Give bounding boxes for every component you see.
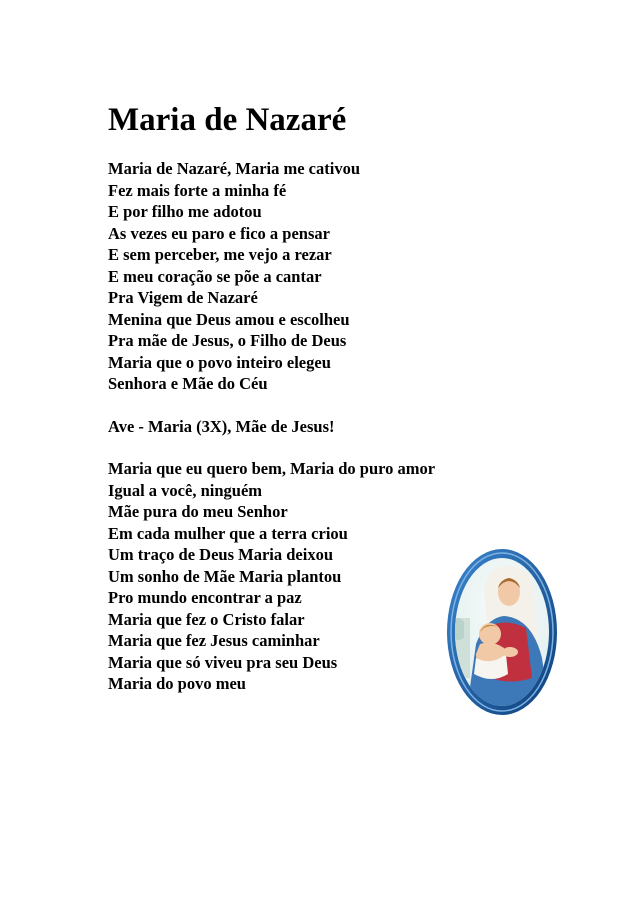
lyric-line: Um sonho de Mãe Maria plantou [108, 566, 342, 586]
lyric-line: As vezes eu paro e fico a pensar [108, 223, 330, 243]
lyric-line: Pra Vigem de Nazaré [108, 288, 258, 307]
lyric-line: Maria que só viveu pra seu Deus [108, 652, 338, 672]
lyric-line: Maria do povo meu [108, 674, 246, 693]
lyric-line: Maria que eu quero bem, Maria do puro amor [108, 459, 436, 478]
lyric-line: Maria que fez Jesus caminhar [108, 631, 320, 650]
lyric-line: Fez mais forte a minha fé [108, 180, 287, 200]
lyric-line: Maria que fez o Cristo falar [108, 609, 305, 629]
lyric-line: Um traço de Deus Maria deixou [108, 545, 334, 564]
lyric-line: Maria de Nazaré, Maria me cativou [108, 159, 360, 178]
lyric-line: Maria que o povo inteiro elegeu [108, 352, 331, 372]
lyric-line: Igual a você, ninguém [108, 480, 263, 500]
lyric-line: Pro mundo encontrar a paz [108, 588, 302, 607]
madonna-and-child-medallion-icon [446, 548, 558, 716]
lyric-line: Ave - Maria (3X), Mãe de Jesus! [108, 416, 335, 436]
lyric-line: Menina que Deus amou e escolheu [108, 309, 350, 329]
lyric-line: Pra mãe de Jesus, o Filho de Deus [108, 331, 347, 350]
stanza-2-refrain [108, 416, 508, 438]
lyric-line: E sem perceber, me vejo a rezar [108, 245, 332, 264]
lyric-line: E meu coração se põe a cantar [108, 266, 322, 286]
page-title: Maria de Nazaré [108, 102, 347, 138]
lyric-line: Senhora e Mãe do Céu [108, 374, 268, 393]
lyric-line: Em cada mulher que a terra criou [108, 523, 348, 543]
lyric-line: E por filho me adotou [108, 202, 262, 221]
stanza-1 [108, 158, 508, 395]
lyric-line: Mãe pura do meu Senhor [108, 502, 288, 521]
